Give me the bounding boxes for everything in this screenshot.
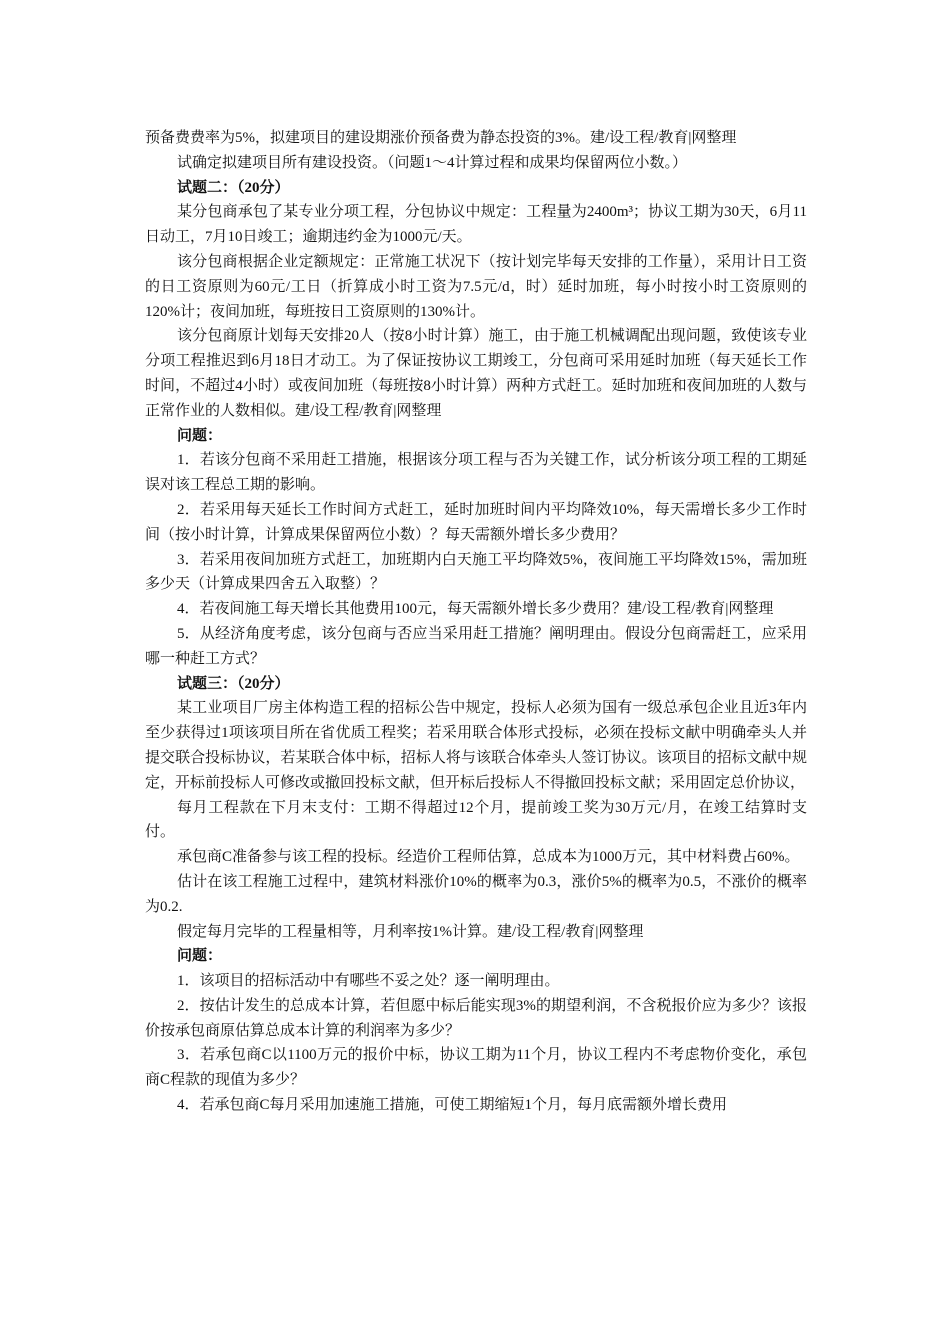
question-item: 3．若采用夜间加班方式赶工，加班期内白天施工平均降效5%，夜间施工平均降效15%，需加班多少天（计算成果四舍五入取整）？ <box>145 551 807 593</box>
paragraph-probability: 估计在该工程施工过程中，建筑材料涨价10%的概率为0.3，涨价5%的概率为0.5，不涨价的概率为0.2. <box>145 873 807 915</box>
paragraph-contractor: 承包商C准备参与该工程的投标。经造价工程师估算，总成本为1000万元，其中材料费占60%。 <box>177 849 800 866</box>
section-heading-question-2: 试题二：（20分） <box>177 179 290 196</box>
question-item: 1．该项目的招标活动中有哪些不妥之处？逐一阐明理由。 <box>177 973 560 990</box>
questions-heading: 问题： <box>177 427 223 444</box>
question-item: 1．若该分包商不采用赶工措施，根据该分项工程与否为关键工作，试分析该分项工程的工期延误对该工程总工期的影响。 <box>145 452 807 494</box>
paragraph-payment: 每月工程款在下月末支付：工期不得超过12个月，提前竣工奖为30万元/月，在竣工结算时支付。 <box>145 799 807 841</box>
question-item: 2．若采用每天延长工作时间方式赶工，延时加班时间内平均降效10%，每天需增长多少工作时间（按小时计算，计算成果保留两位小数）？每天需额外增长多少费用？ <box>145 501 807 543</box>
paragraph-assumption: 假定每月完毕的工程量相等，月利率按1%计算。建/设工程/教育|网整理 <box>177 923 644 940</box>
paragraph-continuation: 预备费费率为5%，拟建项目的建设期涨价预备费为静态投资的3%。建/设工程/教育|网整理 <box>145 130 737 146</box>
paragraph-tender: 某工业项目厂房主体构造工程的招标公告中规定，投标人必须为国有一级总承包企业且近3年内至少获得过1项该项目所在省优质工程奖；若采用联合体形式投标，必须在投标文献中明确牵头人并提交联合投标协议，若某联合体中标，招标人将与该联合体牵头人签订协议。该项目的招标文献中规定，开标前投标人可修改或撤回投标文献，但开标后投标人不得撤回投标文献；采用固定总价协议， <box>145 700 807 791</box>
question-item: 3．若承包商C以1100万元的报价中标，协议工期为11个月，协议工程内不考虑物价变化，承包商C程款的现值为多少？ <box>145 1047 807 1089</box>
section-heading-question-3: 试题三：（20分） <box>177 675 290 692</box>
paragraph-contract: 某分包商承包了某专业分项工程，分包协议中规定：工程量为2400m³；协议工期为30天，6月11日动工，7月10日竣工；逾期违约金为1000元/天。 <box>145 204 807 246</box>
paragraph-schedule: 该分包商原计划每天安排20人（按8小时计算）施工，由于施工机械调配出现问题，致使该专业分项工程推迟到6月18日才动工。为了保证按协议工期竣工，分包商可采用延时加班（每天延长工作时间，不超过4小时）或夜间加班（每班按8小时计算）两种方式赶工。延时加班和夜间加班的人数与正常作业的人数相似。建/设工程/教育|网整理 <box>145 328 807 419</box>
paragraph-task: 试确定拟建项目所有建设投资。（问题1～4计算过程和成果均保留两位小数。） <box>177 154 688 171</box>
paragraph-wage-standard: 该分包商根据企业定额规定：正常施工状况下（按计划完毕每天安排的工作量），采用计日工资的日工资原则为60元/工日（折算成小时工资为7.5元/d，时）延时加班，每小时按小时工资原则的120%计；夜间加班，每班按日工资原则的130%计。 <box>145 253 807 320</box>
question-item: 4．若夜间施工每天增长其他费用100元，每天需额外增长多少费用？建/设工程/教育|网整理 <box>177 601 774 618</box>
question-item: 4．若承包商C每月采用加速施工措施，可使工期缩短1个月，每月底需额外增长费用 <box>177 1097 728 1114</box>
question-item: 2．按估计发生的总成本计算，若但愿中标后能实现3%的期望利润，不含税报价应为多少？该报价按承包商原估算总成本计算的利润率为多少？ <box>145 997 807 1039</box>
question-item: 5．从经济角度考虑，该分包商与否应当采用赶工措施？阐明理由。假设分包商需赶工，应采用哪一种赶工方式？ <box>145 625 807 667</box>
questions-heading: 问题： <box>177 948 223 965</box>
document-page <box>145 126 807 1118</box>
